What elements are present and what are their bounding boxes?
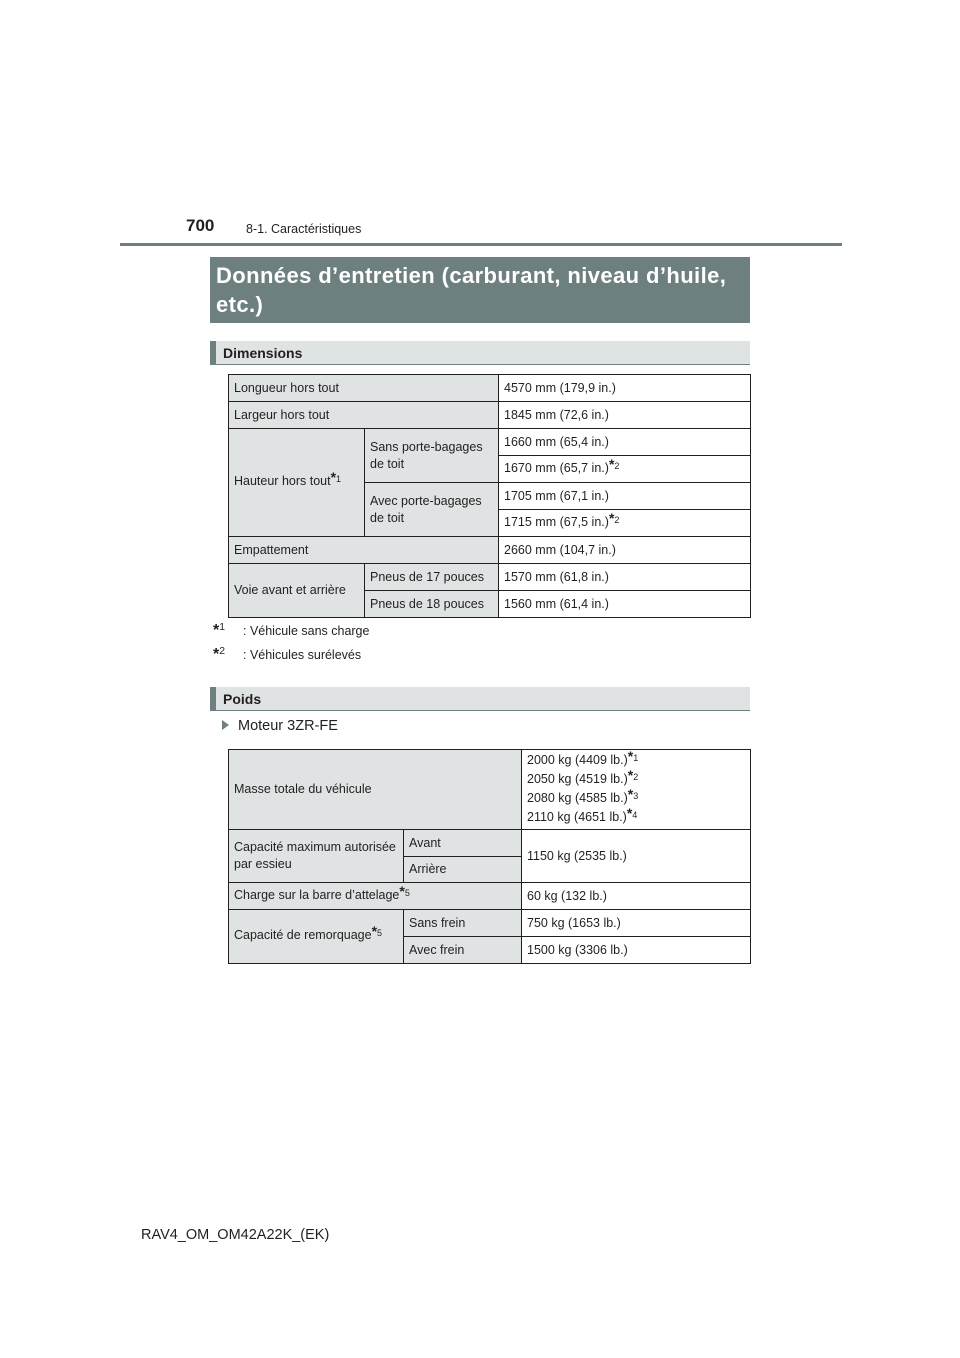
- footnote-2: *$^2$ : Véhicules surélevés: [213, 646, 362, 664]
- table-row: [229, 564, 751, 591]
- page-title: Données d’entretien (carburant, niveau d’huile, etc.): [210, 257, 750, 323]
- row-value: 1670 mm (65,7 in.)$^{*2}$: [499, 456, 751, 483]
- row-value: 1570 mm (61,8 in.): [499, 564, 751, 591]
- table-row: [229, 402, 751, 429]
- triangle-bullet-icon: [222, 720, 229, 730]
- row-label: Capacité maximum autorisée par essieu: [229, 830, 404, 883]
- row-value: 2660 mm (104,7 in.): [499, 537, 751, 564]
- row-value: 4570 mm (179,9 in.): [499, 375, 751, 402]
- table-row: [229, 883, 751, 910]
- row-value: 750 kg (1653 lb.): [522, 910, 751, 937]
- sub-label: Avec frein: [404, 937, 522, 964]
- row-value: 1560 mm (61,4 in.): [499, 591, 751, 618]
- footnote-marker: *4: [626, 804, 638, 821]
- footnote-marker: *$^2$: [213, 646, 226, 664]
- footnote-marker: *3: [627, 785, 639, 802]
- engine-bullet: Moteur 3ZR-FE: [222, 718, 338, 734]
- footnote-marker: *1: [330, 469, 342, 485]
- dimensions-table: [228, 374, 751, 618]
- row-label: Charge sur la barre d’attelage$^{*5}$: [229, 883, 522, 910]
- footnote-marker: *$^1$: [213, 622, 226, 640]
- poids-heading: Poids: [210, 687, 750, 711]
- sub-label: Pneus de 17 pouces: [365, 564, 499, 591]
- sub-label: Sans frein: [404, 910, 522, 937]
- row-value: 2000 kg (4409 lb.)$^{*1}$ 2050 kg (4519 lb.)$^{*2}$ 2080 kg (4585 lb.)$^{*3}$ 2110 kg (4651 lb.)$^{*4}$: [522, 750, 751, 830]
- section-reference: 8-1. Caractéristiques: [246, 222, 362, 236]
- page-number: 700: [186, 216, 215, 235]
- row-label: Masse totale du véhicule: [229, 750, 522, 830]
- row-value: 60 kg (132 lb.): [522, 883, 751, 910]
- table-row: [229, 830, 751, 857]
- sub-label: Sans porte-bagages de toit: [365, 429, 499, 483]
- row-value: 1150 kg (2535 lb.): [522, 830, 751, 883]
- footnote-marker: *2: [627, 766, 639, 783]
- sub-label: Avec porte-bagages de toit: [365, 483, 499, 537]
- sub-label: Avant: [404, 830, 522, 857]
- row-value: 1715 mm (67,5 in.)$^{*2}$: [499, 510, 751, 537]
- poids-table: [228, 749, 751, 964]
- footnote-1: *$^1$ : Véhicule sans charge: [213, 622, 370, 640]
- sub-label: Pneus de 18 pouces: [365, 591, 499, 618]
- footnote-marker: *1: [627, 747, 639, 764]
- table-row: [229, 375, 751, 402]
- footnote-marker: *5: [399, 882, 410, 899]
- table-row: [229, 750, 751, 830]
- table-row: [229, 910, 751, 937]
- row-label: Capacité de remorquage$^{*5}$: [229, 910, 404, 964]
- row-label: Hauteur hors tout$^{*1}$: [229, 429, 365, 537]
- footnote-marker: *2: [608, 455, 620, 472]
- row-label: Empattement: [229, 537, 499, 564]
- dimensions-heading: Dimensions: [210, 341, 750, 365]
- document-id: RAV4_OM_OM42A22K_(EK): [141, 1227, 330, 1243]
- header-divider: [120, 243, 842, 246]
- row-value: 1660 mm (65,4 in.): [499, 429, 751, 456]
- sub-label: Arrière: [404, 857, 522, 883]
- row-value: 1705 mm (67,1 in.): [499, 483, 751, 510]
- row-label: Longueur hors tout: [229, 375, 499, 402]
- table-row: [229, 537, 751, 564]
- row-value: 1845 mm (72,6 in.): [499, 402, 751, 429]
- footnote-marker: *5: [371, 923, 383, 939]
- row-label: Voie avant et arrière: [229, 564, 365, 618]
- footnote-marker: *2: [608, 509, 620, 526]
- row-label: Largeur hors tout: [229, 402, 499, 429]
- row-value: 1500 kg (3306 lb.): [522, 937, 751, 964]
- table-row: [229, 429, 751, 456]
